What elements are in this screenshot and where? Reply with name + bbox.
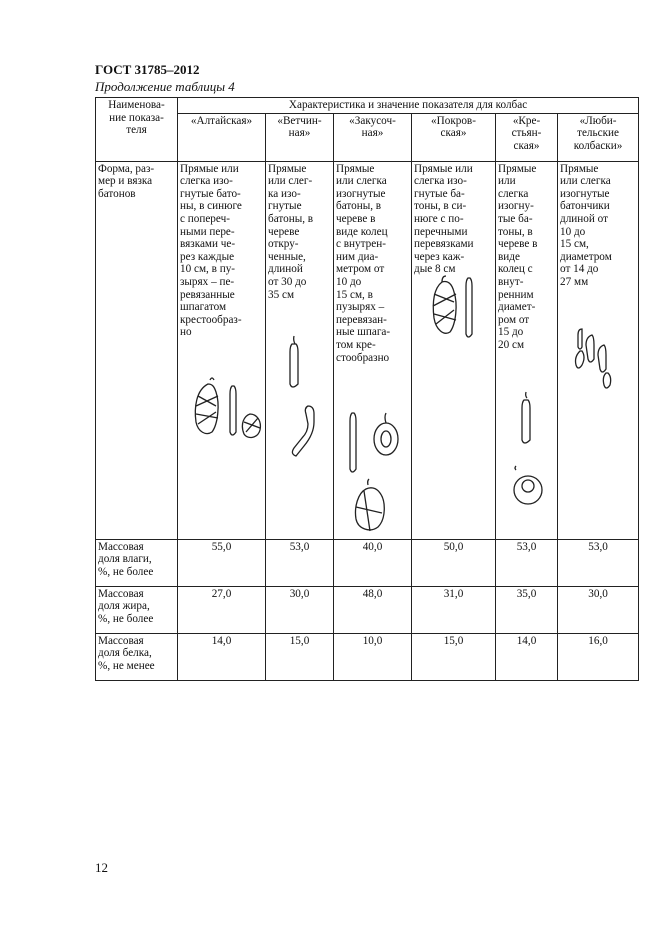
shape-description: Прямые или слег- ка изо- гнутые батоны, в череве откру- ченные, длиной от 30 до 35 см bbox=[268, 162, 314, 301]
moisture-altaiskaya: 55,0 bbox=[178, 539, 266, 586]
shape-description: Прямые или слегка изо- гнутые ба- тоны, в си- нюге с по- перечными перевязками через каж- дые 8 см bbox=[414, 162, 474, 276]
protein-zakusochnaya: 10,0 bbox=[334, 633, 412, 680]
tied-sausage-loaf-icon bbox=[422, 272, 492, 352]
shape-cell-krestyanskaya bbox=[496, 161, 558, 539]
fat-vetchinnaya: 30,0 bbox=[266, 586, 334, 633]
sausage-characteristics-table bbox=[95, 97, 639, 681]
protein-pokrovskaya: 15,0 bbox=[412, 633, 496, 680]
shape-description: Прямые или слегка изогнутые батоны, в череве в виде колец с внутрен- ним диа- метром от 10 до 15 см, в пузырях – перевязан- ные шпага- том кре- стообразно bbox=[336, 162, 391, 364]
shape-cell-altaiskaya bbox=[178, 161, 266, 539]
fat-pokrovskaya: 31,0 bbox=[412, 586, 496, 633]
moisture-krestyanskaya: 53,0 bbox=[496, 539, 558, 586]
table-row bbox=[96, 586, 639, 633]
moisture-vetchinnaya: 53,0 bbox=[266, 539, 334, 586]
column-header-vetchinnaya: «Ветчин- ная» bbox=[266, 113, 334, 161]
straight-sausage-and-ring-icon bbox=[506, 390, 556, 520]
page-number: 12 bbox=[95, 860, 108, 875]
protein-altaiskaya: 14,0 bbox=[178, 633, 266, 680]
tied-sausage-loaves-icon bbox=[186, 374, 266, 444]
straight-and-curved-sausage-icon bbox=[274, 334, 324, 464]
shape-description: Прямые или слегка изогнутые батончики длиной от 10 до 15 см, диаметром от 14 до 27 мм bbox=[560, 162, 612, 288]
protein-krestyanskaya: 14,0 bbox=[496, 633, 558, 680]
fat-krestyanskaya: 35,0 bbox=[496, 586, 558, 633]
shape-cell-vetchinnaya bbox=[266, 161, 334, 539]
table-continuation-caption: Продолжение таблицы 4 bbox=[95, 79, 235, 94]
indicator-name-header: Наименова- ние показа- теля bbox=[96, 98, 178, 162]
row-label-protein: Массовая доля белка, %, не менее bbox=[96, 633, 178, 680]
shape-description: Прямые или слегка изогну- тые ба- тоны, в череве в виде колец с внут- ренним диамет- ром от 15 до 20 см bbox=[498, 162, 538, 351]
shape-cell-zakusochnaya bbox=[334, 161, 412, 539]
shape-description: Прямые или слегка изо- гнутые бато- ны, в синюге с попереч- ными пере- вязками че- рез каждые 10 см, в пу- зырях – пе- ревязанные шпагатом крестообраз- но bbox=[180, 162, 242, 339]
column-header-zakusochnaya: «Закусоч- ная» bbox=[334, 113, 412, 161]
table-row bbox=[96, 161, 639, 539]
fat-zakusochnaya: 48,0 bbox=[334, 586, 412, 633]
linked-sausages-icon bbox=[568, 325, 630, 395]
table-row bbox=[96, 633, 639, 680]
standard-designation: ГОСТ 31785–2012 bbox=[95, 62, 200, 77]
shape-cell-lyubitelskie bbox=[558, 161, 639, 539]
row-label-moisture: Массовая доля влаги, %, не более bbox=[96, 539, 178, 586]
moisture-pokrovskaya: 50,0 bbox=[412, 539, 496, 586]
column-header-pokrovskaya: «Покров- ская» bbox=[412, 113, 496, 161]
row-label-fat: Массовая доля жира, %, не более bbox=[96, 586, 178, 633]
protein-lyubitelskie: 16,0 bbox=[558, 633, 639, 680]
table-row bbox=[96, 539, 639, 586]
group-header: Характеристика и значение показателя для колбас bbox=[178, 98, 639, 114]
protein-vetchinnaya: 15,0 bbox=[266, 633, 334, 680]
moisture-lyubitelskie: 53,0 bbox=[558, 539, 639, 586]
row-label-shape: Форма, раз- мер и вязка батонов bbox=[96, 161, 178, 539]
fat-altaiskaya: 27,0 bbox=[178, 586, 266, 633]
shape-cell-pokrovskaya bbox=[412, 161, 496, 539]
fat-lyubitelskie: 30,0 bbox=[558, 586, 639, 633]
column-header-altaiskaya: «Алтайская» bbox=[178, 113, 266, 161]
column-header-krestyanskaya: «Кре- стьян- ская» bbox=[496, 113, 558, 161]
sausage-ring-and-bladder-icon bbox=[340, 407, 410, 537]
column-header-lyubitelskie: «Люби- тельские колбаски» bbox=[558, 113, 639, 161]
moisture-zakusochnaya: 40,0 bbox=[334, 539, 412, 586]
